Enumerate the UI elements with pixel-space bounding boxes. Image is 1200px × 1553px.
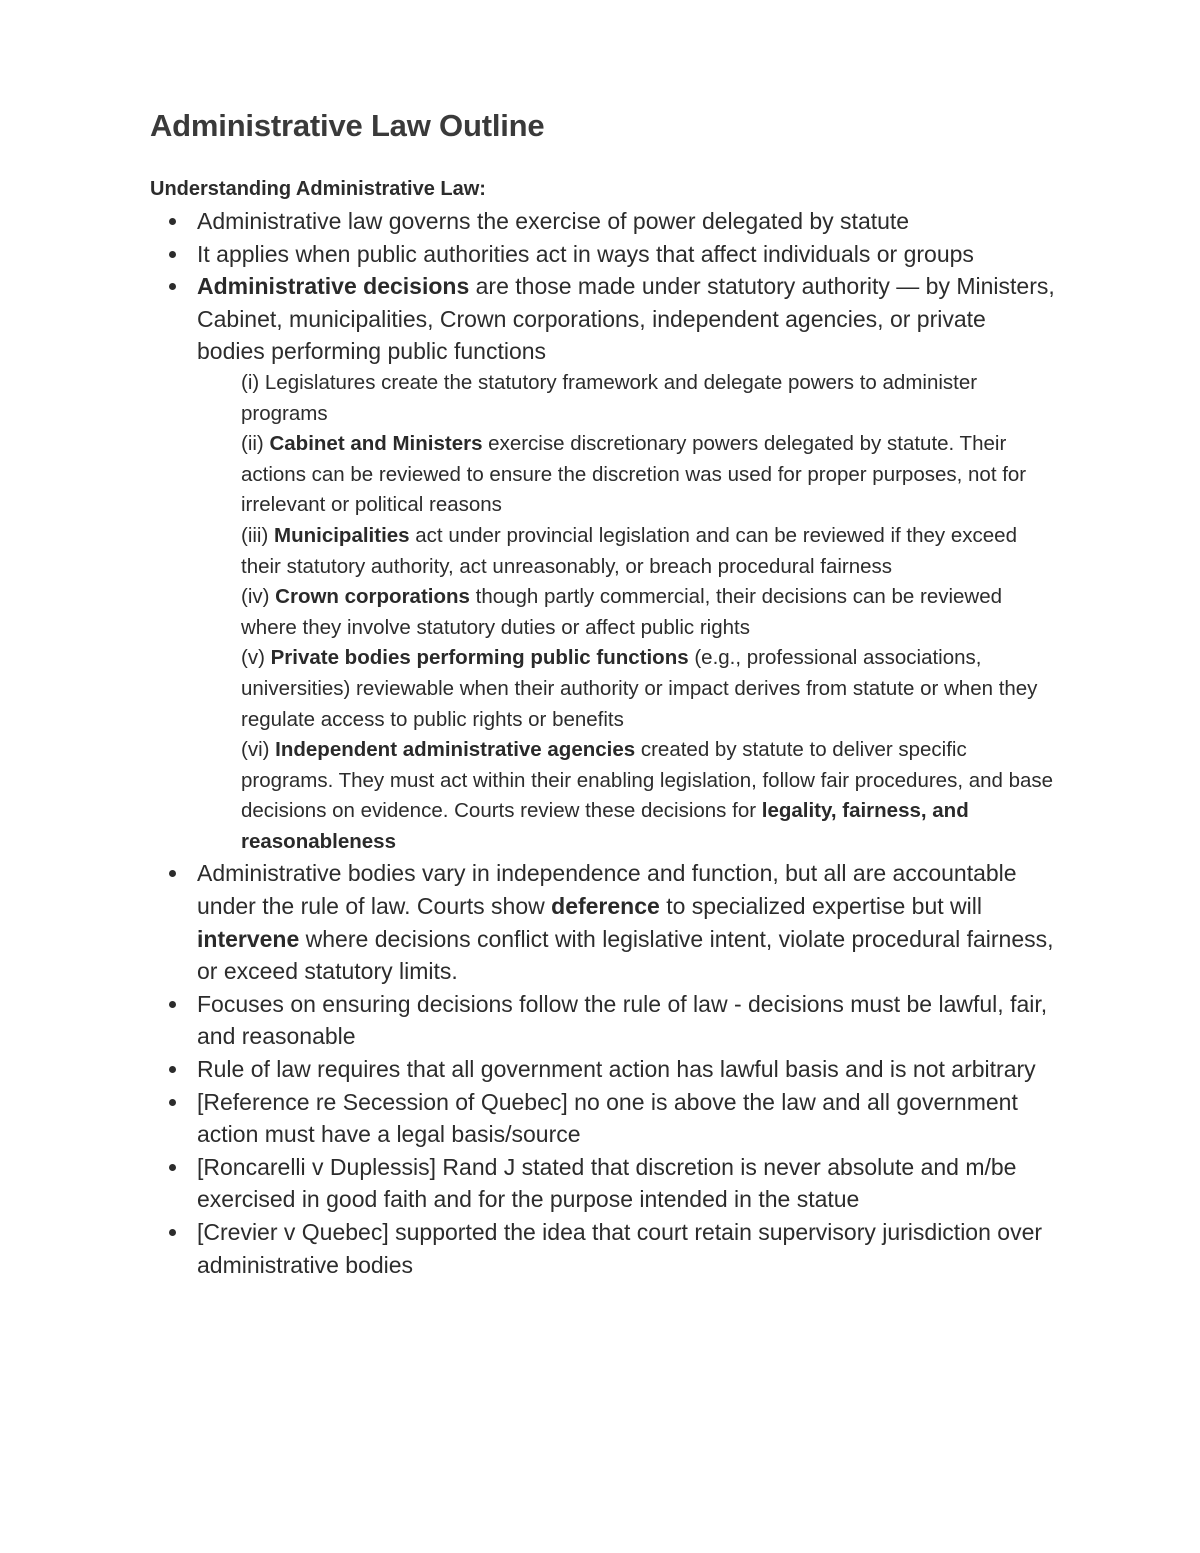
list-item-text: [Reference re Secession of Quebec] no one is above the law and all government action must have a legal basis/source: [197, 1088, 1018, 1148]
list-item-text: It applies when public authorities act in ways that affect individuals or groups: [197, 240, 974, 267]
sub-item-text: (i) Legislatures create the statutory framework and delegate powers to administer programs: [241, 370, 978, 425]
list-item: [150, 205, 1055, 238]
list-item: [150, 1086, 1055, 1151]
bullet-icon: [169, 251, 176, 258]
sub-item: [241, 429, 1055, 521]
list-item: [150, 857, 1055, 987]
list-item-text: Administrative bodies vary in independence and function, but all are accountable under the rule of law. Courts show: [197, 860, 1017, 920]
sub-item: [241, 368, 1055, 429]
sub-item-text: though partly commercial, their decisions can be reviewed where they involve statutory duties or affect public rights: [241, 585, 1003, 639]
bullet-icon: [169, 283, 176, 290]
bullet-icon: [169, 1001, 176, 1008]
list-item-text: [Roncarelli v Duplessis] Rand J stated that discretion is never absolute and m/be exercised in good faith and for the purpose intended in the statue: [197, 1153, 1017, 1213]
sub-item-prefix: (ii): [241, 432, 270, 456]
list-item-text: to specialized expertise but will: [659, 893, 982, 920]
document-title: Administrative Law Outline: [150, 108, 545, 143]
bold-term: Cabinet and Ministers: [269, 432, 483, 456]
list-item-text: where decisions conflict with legislative intent, violate procedural fairness, or exceed statutory limits.: [197, 925, 1054, 985]
section-heading: Understanding Administrative Law:: [150, 178, 486, 200]
sub-item: [241, 521, 1055, 582]
sub-item-prefix: (iv): [241, 585, 276, 609]
sub-item: [241, 643, 1055, 735]
bullet-list: [150, 205, 1055, 1281]
list-item: [150, 988, 1055, 1053]
sub-item-text: created by statute to deliver specific programs. They must act within their enabling legislation, follow fair procedures, and base decisions on evidence. Courts review these decisions for: [241, 738, 1054, 823]
bold-term: deference: [551, 893, 660, 920]
list-item: [150, 1151, 1055, 1216]
list-item: [150, 1216, 1055, 1281]
sub-item-prefix: (v): [241, 646, 271, 670]
list-item: [150, 1053, 1055, 1086]
bullet-icon: [169, 1099, 176, 1106]
bold-term: Independent administrative agencies: [275, 738, 636, 762]
bold-term: Municipalities: [274, 523, 410, 547]
list-item-text: [Crevier v Quebec] supported the idea that court retain supervisory jurisdiction over administrative bodies: [197, 1219, 1043, 1278]
bullet-icon: [169, 870, 176, 877]
bullet-icon: [169, 1066, 176, 1073]
list-item: [150, 238, 1055, 271]
list-item-text: are those made under statutory authority — by Ministers, Cabinet, municipalities, Crown corporations, independent agencies, or private bodies performing public functions: [197, 273, 1055, 365]
bullet-icon: [169, 218, 176, 225]
bold-term: legality, fairness, and reasonableness: [241, 799, 969, 853]
list-item-text: Administrative law governs the exercise of power delegated by statute: [197, 208, 910, 234]
document-page: [150, 105, 1055, 1281]
bold-term: Private bodies performing public functions: [270, 646, 689, 670]
sub-list: [197, 368, 1055, 858]
sub-item-prefix: (iii): [241, 523, 275, 547]
list-item-text: Focuses on ensuring decisions follow the rule of law - decisions must be lawful, fair, and reasonable: [197, 990, 1048, 1050]
bullet-icon: [169, 1164, 176, 1171]
list-item: [150, 270, 1055, 857]
sub-item-prefix: (vi): [241, 738, 276, 762]
bold-term: Crown corporations: [275, 585, 470, 609]
bullet-icon: [169, 1229, 176, 1236]
sub-item-text: act under provincial legislation and can be reviewed if they exceed their statutory authority, act unreasonably, or breach procedural fairness: [241, 523, 1017, 578]
bold-term: Administrative decisions: [197, 273, 470, 300]
sub-item-text: exercise discretionary powers delegated by statute. Their actions can be reviewed to ensure the discretion was used for proper purposes, not for irrelevant or political reasons: [241, 432, 1027, 517]
list-item-text: Rule of law requires that all government action has lawful basis and is not arbitrary: [197, 1056, 1036, 1083]
bold-term: intervene: [197, 925, 300, 952]
sub-item: [241, 735, 1055, 857]
sub-item-text: (e.g., professional associations, universities) reviewable when their authority or impact derives from statute or when they regulate access to public rights or benefits: [241, 646, 1038, 731]
sub-item: [241, 582, 1055, 643]
